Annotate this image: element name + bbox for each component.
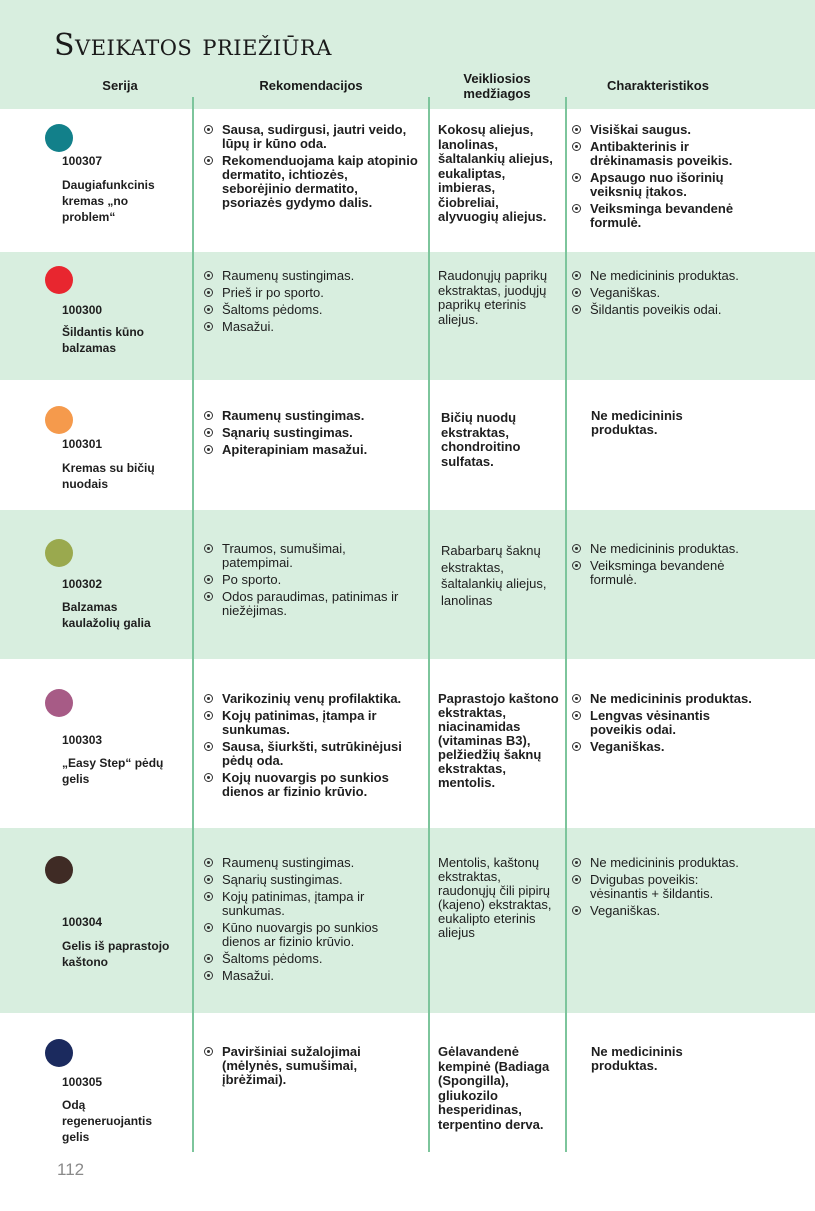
bullet-icon bbox=[572, 544, 581, 553]
recommendations-list bbox=[204, 1045, 384, 1090]
color-dot bbox=[45, 689, 73, 717]
bullet-icon bbox=[204, 411, 213, 420]
bullet-icon bbox=[204, 711, 213, 720]
product-name: Kremas su bičių nuodais bbox=[62, 461, 155, 491]
page-title: Sveikatos priežiūra bbox=[54, 28, 332, 63]
header-recommendations: Rekomendacijos bbox=[259, 78, 363, 93]
list-item: Veiksminga bevandenė formulė. bbox=[572, 559, 752, 587]
list-item: Visiškai saugus. bbox=[572, 123, 752, 137]
list-item: Raumenų sustingimas. bbox=[204, 269, 420, 283]
ingredients-text: Raudonųjų paprikų ekstraktas, juodųjų paprikų eterinis aliejus. bbox=[438, 268, 548, 327]
list-item: Ne medicininis produktas. bbox=[572, 542, 752, 556]
ingredients-text: Kokosų aliejus, lanolinas, šaltalankių aliejus, eukaliptas, imbieras, čiobreliai, alyvuogių aliejus. bbox=[438, 122, 553, 224]
list-item: Traumos, sumušimai, patempimai. bbox=[204, 542, 420, 570]
list-item: Ne medicininis produktas. bbox=[572, 269, 752, 283]
product-name: Gelis iš paprastojo kaštono bbox=[62, 939, 170, 969]
header-active-line2: medžiagos bbox=[463, 86, 531, 101]
ingredients-text: Rabarbarų šaknų ekstraktas, šaltalankių aliejus, lanolinas bbox=[441, 543, 547, 608]
list-item: Šildantis poveikis odai. bbox=[572, 303, 752, 317]
bullet-icon bbox=[204, 875, 213, 884]
list-item: Masažui. bbox=[204, 320, 420, 334]
bullet-icon bbox=[572, 561, 581, 570]
bullet-icon bbox=[204, 305, 213, 314]
list-item: Ne medicininis produktas. bbox=[572, 856, 752, 870]
color-dot bbox=[45, 124, 73, 152]
list-item: Odos paraudimas, patinimas ir niežėjimas. bbox=[204, 590, 420, 618]
characteristics-list bbox=[572, 856, 752, 921]
product-code: 100304 bbox=[62, 915, 103, 929]
bullet-icon bbox=[204, 892, 213, 901]
column-divider-3 bbox=[565, 97, 567, 1152]
list-item: Veiksminga bevandenė formulė. bbox=[572, 202, 752, 230]
column-divider-1 bbox=[192, 97, 194, 1152]
color-dot bbox=[45, 539, 73, 567]
product-name: Daugiafunkcinis kremas „no problem“ bbox=[62, 178, 155, 224]
bullet-icon bbox=[572, 305, 581, 314]
list-item: Šaltoms pėdoms. bbox=[204, 303, 420, 317]
bullet-icon bbox=[572, 875, 581, 884]
product-code: 100305 bbox=[62, 1075, 103, 1089]
characteristics-list bbox=[572, 542, 752, 590]
list-item: Raumenų sustingimas. bbox=[204, 856, 416, 870]
list-item: Paviršiniai sužalojimai (mėlynės, sumušimai, įbrėžimai). bbox=[204, 1045, 384, 1087]
ingredients-text: Paprastojo kaštono ekstraktas, niacinamidas (vitaminas B3), pelžiedžių šaknų ekstraktas, mentolis. bbox=[438, 691, 559, 790]
bullet-icon bbox=[572, 142, 581, 151]
list-item: Sąnarių sustingimas. bbox=[204, 873, 416, 887]
product-code: 100300 bbox=[62, 303, 103, 317]
bullet-icon bbox=[204, 544, 213, 553]
list-item: Masažui. bbox=[204, 969, 416, 983]
bullet-icon bbox=[204, 954, 213, 963]
bullet-icon bbox=[204, 694, 213, 703]
bullet-icon bbox=[572, 742, 581, 751]
bullet-icon bbox=[204, 971, 213, 980]
bullet-icon bbox=[572, 711, 581, 720]
recommendations-list bbox=[204, 269, 420, 337]
list-item: Kojų nuovargis po sunkios dienos ar fizinio krūvio. bbox=[204, 771, 414, 799]
bullet-icon bbox=[572, 694, 581, 703]
bullet-icon bbox=[572, 858, 581, 867]
list-item: Varikozinių venų profilaktika. bbox=[204, 692, 414, 706]
bullet-icon bbox=[204, 125, 213, 134]
list-item: Po sporto. bbox=[204, 573, 420, 587]
bullet-icon bbox=[572, 288, 581, 297]
bullet-icon bbox=[204, 773, 213, 782]
bullet-icon bbox=[572, 271, 581, 280]
bullet-icon bbox=[572, 173, 581, 182]
list-item: Apsaugo nuo išorinių veiksnių įtakos. bbox=[572, 171, 752, 199]
bullet-icon bbox=[572, 125, 581, 134]
column-divider-2 bbox=[428, 97, 430, 1152]
product-code: 100302 bbox=[62, 577, 103, 591]
bullet-icon bbox=[204, 575, 213, 584]
ingredients-text: Gėlavandenė kempinė (Badiaga (Spongilla), gliukozilo hesperidinas, terpentino derva. bbox=[438, 1044, 550, 1132]
bullet-icon bbox=[572, 204, 581, 213]
bullet-icon bbox=[204, 271, 213, 280]
product-name: Odą regeneruojantis gelis bbox=[62, 1098, 153, 1144]
list-item: Apiterapiniam masažui. bbox=[204, 443, 420, 457]
list-item: Ne medicininis produktas. bbox=[572, 692, 752, 706]
bullet-icon bbox=[204, 1047, 213, 1056]
product-name: Šildantis kūno balzamas bbox=[62, 325, 145, 355]
bullet-icon bbox=[204, 742, 213, 751]
list-item: Rekomenduojama kaip atopinio dermatito, ichtiozės, seborėjinio dermatito, psoriazės gydymo dalis. bbox=[204, 154, 420, 210]
recommendations-list bbox=[204, 542, 420, 621]
ingredients-text: Mentolis, kaštonų ekstraktas, raudonųjų čili pipirų (kajeno) ekstraktas, eukalipto eterinis aliejus bbox=[438, 855, 552, 940]
product-code: 100303 bbox=[62, 733, 103, 747]
list-item: Veganiškas. bbox=[572, 904, 752, 918]
recommendations-list bbox=[204, 856, 416, 986]
list-item: Raumenų sustingimas. bbox=[204, 409, 420, 423]
product-name: „Easy Step“ pėdų gelis bbox=[62, 756, 164, 786]
characteristics-text: Ne medicininis produktas. bbox=[591, 408, 683, 437]
characteristics-list bbox=[572, 269, 752, 320]
color-dot bbox=[45, 856, 73, 884]
color-dot bbox=[45, 266, 73, 294]
bullet-icon bbox=[204, 592, 213, 601]
list-item: Antibakterinis ir drėkinamasis poveikis. bbox=[572, 140, 752, 168]
list-item: Lengvas vėsinantis poveikis odai. bbox=[572, 709, 752, 737]
recommendations-list bbox=[204, 123, 420, 213]
list-item: Sausa, šiurkšti, sutrūkinėjusi pėdų oda. bbox=[204, 740, 414, 768]
bullet-icon bbox=[204, 923, 213, 932]
bullet-icon bbox=[204, 445, 213, 454]
ingredients-text: Bičių nuodų ekstraktas, chondroitino sulfatas. bbox=[441, 410, 521, 469]
characteristics-list bbox=[572, 692, 752, 757]
list-item: Kojų patinimas, įtampa ir sunkumas. bbox=[204, 709, 414, 737]
list-item: Veganiškas. bbox=[572, 286, 752, 300]
bullet-icon bbox=[204, 322, 213, 331]
header-characteristics: Charakteristikos bbox=[607, 78, 709, 93]
bullet-icon bbox=[204, 858, 213, 867]
header-series: Serija bbox=[102, 78, 138, 93]
list-item: Sausa, sudirgusi, jautri veido, lūpų ir kūno oda. bbox=[204, 123, 420, 151]
page-number: 112 bbox=[57, 1160, 85, 1179]
bullet-icon bbox=[204, 428, 213, 437]
bullet-icon bbox=[204, 156, 213, 165]
list-item: Kojų patinimas, įtampa ir sunkumas. bbox=[204, 890, 416, 918]
recommendations-list bbox=[204, 409, 420, 460]
list-item: Sąnarių sustingimas. bbox=[204, 426, 420, 440]
list-item: Prieš ir po sporto. bbox=[204, 286, 420, 300]
color-dot bbox=[45, 1039, 73, 1067]
list-item: Kūno nuovargis po sunkios dienos ar fizinio krūvio. bbox=[204, 921, 416, 949]
bullet-icon bbox=[204, 288, 213, 297]
header-active-ingredients bbox=[432, 71, 562, 101]
product-code: 100301 bbox=[62, 437, 103, 451]
characteristics-text: Ne medicininis produktas. bbox=[591, 1044, 683, 1073]
product-name: Balzamas kaulažolių galia bbox=[62, 600, 151, 630]
bullet-icon bbox=[572, 906, 581, 915]
header-active-line1: Veikliosios bbox=[463, 71, 531, 86]
recommendations-list bbox=[204, 692, 414, 802]
list-item: Dvigubas poveikis: vėsinantis + šildantis. bbox=[572, 873, 752, 901]
list-item: Šaltoms pėdoms. bbox=[204, 952, 416, 966]
characteristics-list bbox=[572, 123, 752, 233]
product-code: 100307 bbox=[62, 154, 103, 168]
list-item: Veganiškas. bbox=[572, 740, 752, 754]
color-dot bbox=[45, 406, 73, 434]
